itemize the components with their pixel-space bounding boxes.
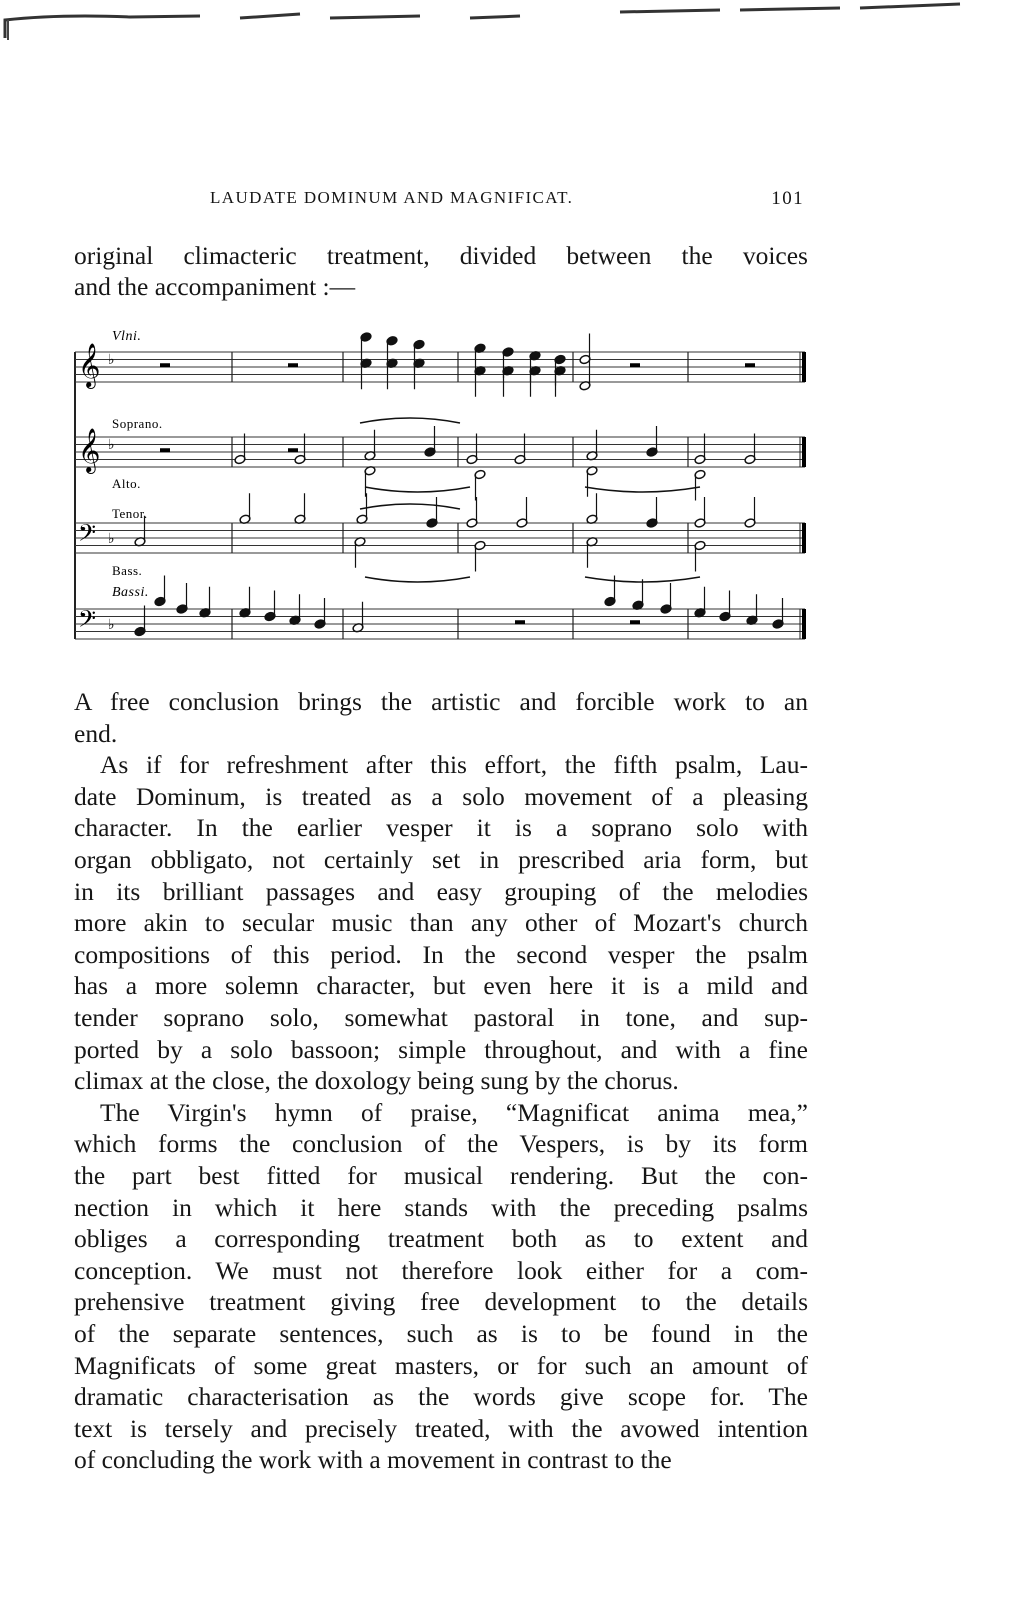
flat-sign: ♭ — [108, 532, 115, 547]
text-line: character. In the earlier vesper it is a soprano solo with — [74, 813, 808, 843]
rest — [630, 363, 640, 367]
label-alto: Alto. — [112, 476, 141, 491]
treble-clef-icon: 𝄞 — [78, 428, 101, 472]
rest — [745, 363, 755, 367]
text-line: of the separate sentences, such as is to be found in the — [74, 1319, 808, 1348]
text-line: dramatic characterisation as the words give scope for. The — [74, 1382, 808, 1412]
text-line: text is tersely and precisely treated, with the avowed intention — [74, 1413, 808, 1443]
rest — [630, 620, 640, 624]
rest — [288, 363, 298, 367]
text-line: obliges a corresponding treatment both as to extent and — [74, 1224, 808, 1254]
text-line: date Dominum, is treated as a solo movement of a pleasing — [74, 781, 808, 811]
text-line: organ obbligato, not certainly set in prescribed aria form, but — [74, 845, 808, 874]
text-line: The Virgin's hymn of praise, “Magnificat anima mea,” — [100, 1097, 808, 1127]
text-line: As if for refreshment after this effort, the fifth psalm, Lau- — [100, 750, 808, 780]
text-line: tender soprano solo, somewhat pastoral in tone, and sup- — [74, 1003, 808, 1032]
flat-sign: ♭ — [108, 353, 115, 368]
bass-clef-icon: 𝄢 — [78, 519, 97, 552]
label-soprano: Soprano. — [112, 416, 163, 431]
running-title: LAUDATE DOMINUM AND MAGNIFICAT. — [210, 188, 574, 207]
rest — [160, 448, 170, 452]
label-violins: Vlni. — [112, 329, 142, 344]
text-line: ported by a solo bassoon; simple throughout, and with a fine — [74, 1034, 808, 1064]
text-line: the part best fitted for musical rendering. But the con- — [74, 1161, 808, 1190]
slur — [585, 487, 700, 492]
label-bassi: Bassi. — [112, 585, 149, 600]
text-line: climax at the close, the doxology being sung by the chorus. — [74, 1066, 679, 1096]
final-barline — [802, 437, 806, 467]
slur — [360, 504, 460, 509]
text-line: end. — [74, 718, 118, 748]
text-line: nection in which it here stands with the preceding psalms — [74, 1192, 808, 1222]
flat-sign: ♭ — [108, 618, 115, 633]
text-line: more akin to secular music than any other of Mozart's church — [74, 908, 808, 938]
text-line: conception. We must not therefore look either for a com- — [74, 1255, 808, 1285]
flat-sign: ♭ — [108, 438, 115, 453]
label-tenor: Tenor. — [112, 506, 148, 521]
text-line: prehensive treatment giving free development to the details — [74, 1287, 808, 1317]
music-score — [60, 320, 820, 660]
treble-clef-icon: 𝄞 — [78, 343, 101, 387]
text-line: original climacteric treatment, divided between the voices — [74, 241, 808, 270]
rest — [515, 620, 525, 624]
rest — [160, 363, 170, 367]
text-line: has a more solemn character, but even here it is a mild and — [74, 971, 808, 1001]
label-bass: Bass. — [112, 563, 143, 578]
text-line: which forms the conclusion of the Vespers, is by its form — [74, 1129, 808, 1159]
slur — [360, 418, 460, 423]
text-line: and the accompaniment :— — [74, 272, 356, 301]
text-line: A free conclusion brings the artistic and forcible work to an — [74, 687, 808, 716]
final-barline — [802, 609, 806, 639]
slur — [365, 577, 470, 582]
text-line: compositions of this period. In the second vesper the psalm — [74, 939, 808, 969]
text-line: of concluding the work with a movement in contrast to the — [74, 1445, 672, 1475]
bass-clef-icon: 𝄢 — [78, 605, 97, 638]
text-line: Magnificats of some great masters, or for such an amount of — [74, 1350, 808, 1380]
page-number: 101 — [771, 188, 804, 209]
final-barline — [802, 523, 806, 553]
scan-edge-artifact — [0, 0, 1035, 40]
final-barline — [802, 352, 806, 382]
slur — [365, 487, 470, 492]
text-line: in its brilliant passages and easy grouping of the melodies — [74, 876, 808, 906]
rest — [288, 448, 298, 452]
